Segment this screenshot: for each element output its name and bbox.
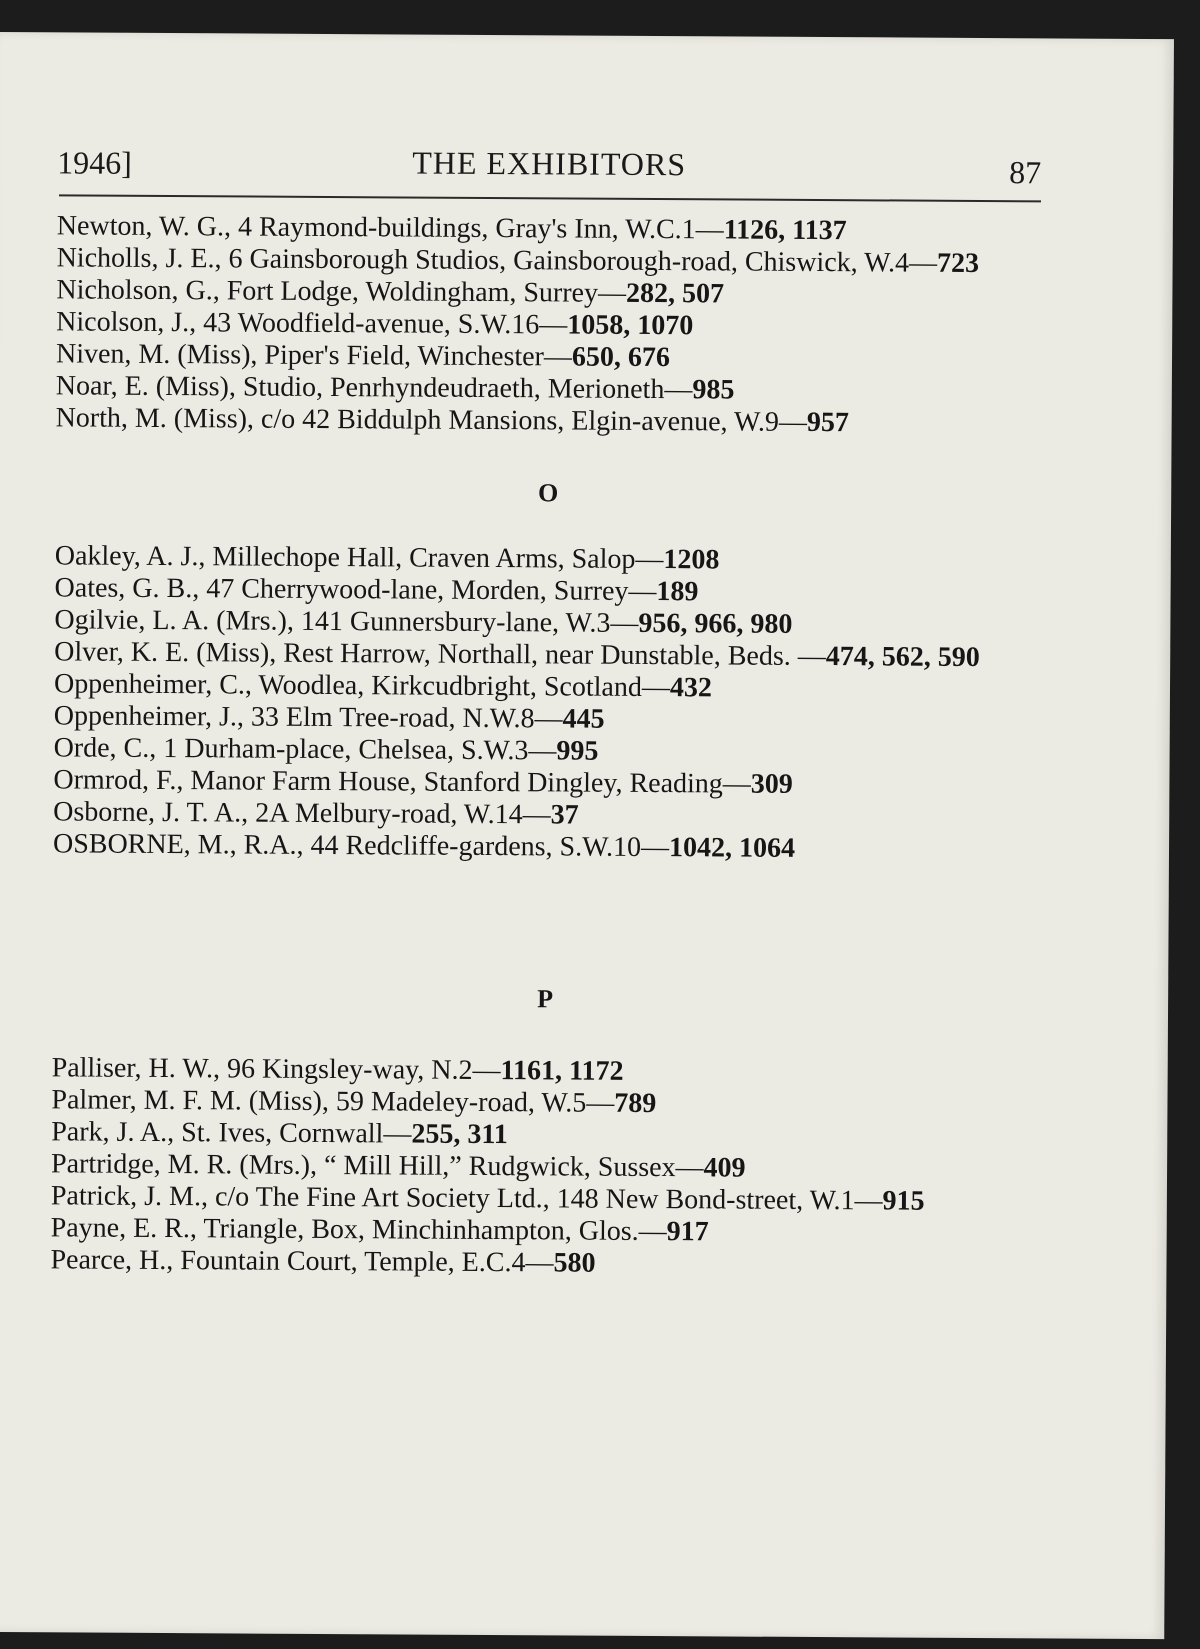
catalogue-numbers: 1161, 1172 (500, 1055, 624, 1087)
exhibitor-details: Osborne, J. T. A., 2A Melbury-road, W.14— (53, 796, 551, 831)
catalogue-numbers: 282, 507 (625, 277, 725, 310)
exhibitor-details: North, M. (Miss), c/o 42 Biddulph Mansions, Elgin-avenue, W.9— (55, 402, 808, 438)
catalogue-numbers: 917 (666, 1216, 709, 1248)
exhibitor-entry (53, 828, 1039, 866)
exhibitor-details: Palliser, H. W., 96 Kingsley-way, N.2— (51, 1052, 501, 1087)
exhibitor-entry (50, 1244, 1036, 1282)
n-section (56, 210, 1043, 440)
p-section (50, 1052, 1037, 1282)
header-rule (59, 194, 1041, 202)
catalogue-numbers: 309 (750, 768, 793, 800)
catalogue-numbers: 445 (562, 703, 605, 735)
catalogue-numbers: 189 (656, 576, 699, 608)
catalogue-numbers: 915 (882, 1185, 925, 1217)
exhibitor-details: Orde, C., 1 Durham-place, Chelsea, S.W.3— (53, 732, 557, 767)
catalogue-numbers: 1208 (663, 544, 720, 576)
exhibitor-details: Patrick, J. M., c/o The Fine Art Society Ltd., 148 New Bond-street, W.1— (50, 1180, 883, 1217)
catalogue-numbers: 255, 311 (411, 1118, 508, 1151)
exhibitor-details: Ormrod, F., Manor Farm House, Stanford Dingley, Reading— (53, 764, 751, 800)
catalogue-numbers: 957 (806, 406, 850, 439)
header-year: 1946] (57, 144, 132, 181)
exhibitor-details: Nicholls, J. E., 6 Gainsborough Studios, Gainsborough-road, Chiswick, W.4— (56, 242, 938, 279)
section-heading-p: P (537, 984, 554, 1014)
exhibitor-details: Ogilvie, L. A. (Mrs.), 141 Gunnersbury-lane, W.3— (54, 604, 639, 639)
catalogue-numbers: 956, 966, 980 (638, 607, 793, 640)
exhibitor-details: Park, J. A., St. Ives, Cornwall— (51, 1116, 412, 1150)
section-heading-o: O (537, 478, 559, 508)
exhibitor-details: Payne, E. R., Triangle, Box, Minchinhampton, Glos.— (50, 1212, 667, 1248)
catalogue-numbers: 409 (703, 1152, 746, 1184)
exhibitor-list (50, 210, 1042, 1282)
exhibitor-details: Oppenheimer, J., 33 Elm Tree-road, N.W.8— (53, 700, 563, 735)
catalogue-numbers: 37 (550, 799, 579, 831)
exhibitor-entry (56, 402, 1042, 440)
catalogue-numbers: 789 (614, 1087, 657, 1120)
exhibitor-details: Pearce, H., Fountain Court, Temple, E.C.4— (50, 1244, 554, 1279)
exhibitor-details: Oppenheimer, C., Woodlea, Kirkcudbright, Scotland— (53, 668, 670, 704)
exhibitor-details: Nicolson, J., 43 Woodfield-avenue, S.W.16— (56, 306, 568, 341)
catalogue-numbers: 432 (669, 672, 712, 704)
header-title: THE EXHIBITORS (412, 144, 687, 183)
catalogue-numbers: 474, 562, 590 (825, 641, 980, 673)
exhibitor-details: Niven, M. (Miss), Piper's Field, Winchester— (55, 338, 573, 373)
catalogue-numbers: 650, 676 (571, 341, 671, 374)
catalogue-numbers: 1126, 1137 (723, 214, 847, 247)
o-section (53, 540, 1041, 866)
catalogue-numbers: 580 (553, 1247, 596, 1279)
exhibitor-details: Olver, K. E. (Miss), Rest Harrow, Northall, near Dunstable, Beds. — (54, 636, 826, 673)
exhibitor-details: Partridge, M. R. (Mrs.), “ Mill Hill,” Rudgwick, Sussex— (50, 1148, 704, 1184)
catalogue-numbers: 723 (936, 247, 980, 279)
book-page (0, 32, 1174, 1639)
page-number: 87 (1009, 154, 1042, 191)
exhibitor-details: Palmer, M. F. M. (Miss), 59 Madeley-road, W.5— (51, 1084, 615, 1119)
exhibitor-details: Oakley, A. J., Millechope Hall, Craven Arms, Salop— (54, 540, 664, 576)
catalogue-numbers: 985 (692, 374, 735, 406)
catalogue-numbers: 995 (556, 735, 599, 767)
exhibitor-details: OSBORNE, M., R.A., 44 Redcliffe-gardens, S.W.10— (52, 828, 670, 864)
exhibitor-details: Oates, G. B., 47 Cherrywood-lane, Morden, Surrey— (54, 572, 657, 608)
running-header (57, 140, 1041, 194)
catalogue-numbers: 1058, 1070 (567, 309, 694, 342)
exhibitor-details: Newton, W. G., 4 Raymond-buildings, Gray's Inn, W.C.1— (56, 210, 724, 246)
catalogue-numbers: 1042, 1064 (668, 832, 796, 864)
exhibitor-details: Nicholson, G., Fort Lodge, Woldingham, Surrey— (56, 274, 627, 309)
exhibitor-details: Noar, E. (Miss), Studio, Penrhyndeudraeth, Merioneth— (55, 370, 693, 406)
